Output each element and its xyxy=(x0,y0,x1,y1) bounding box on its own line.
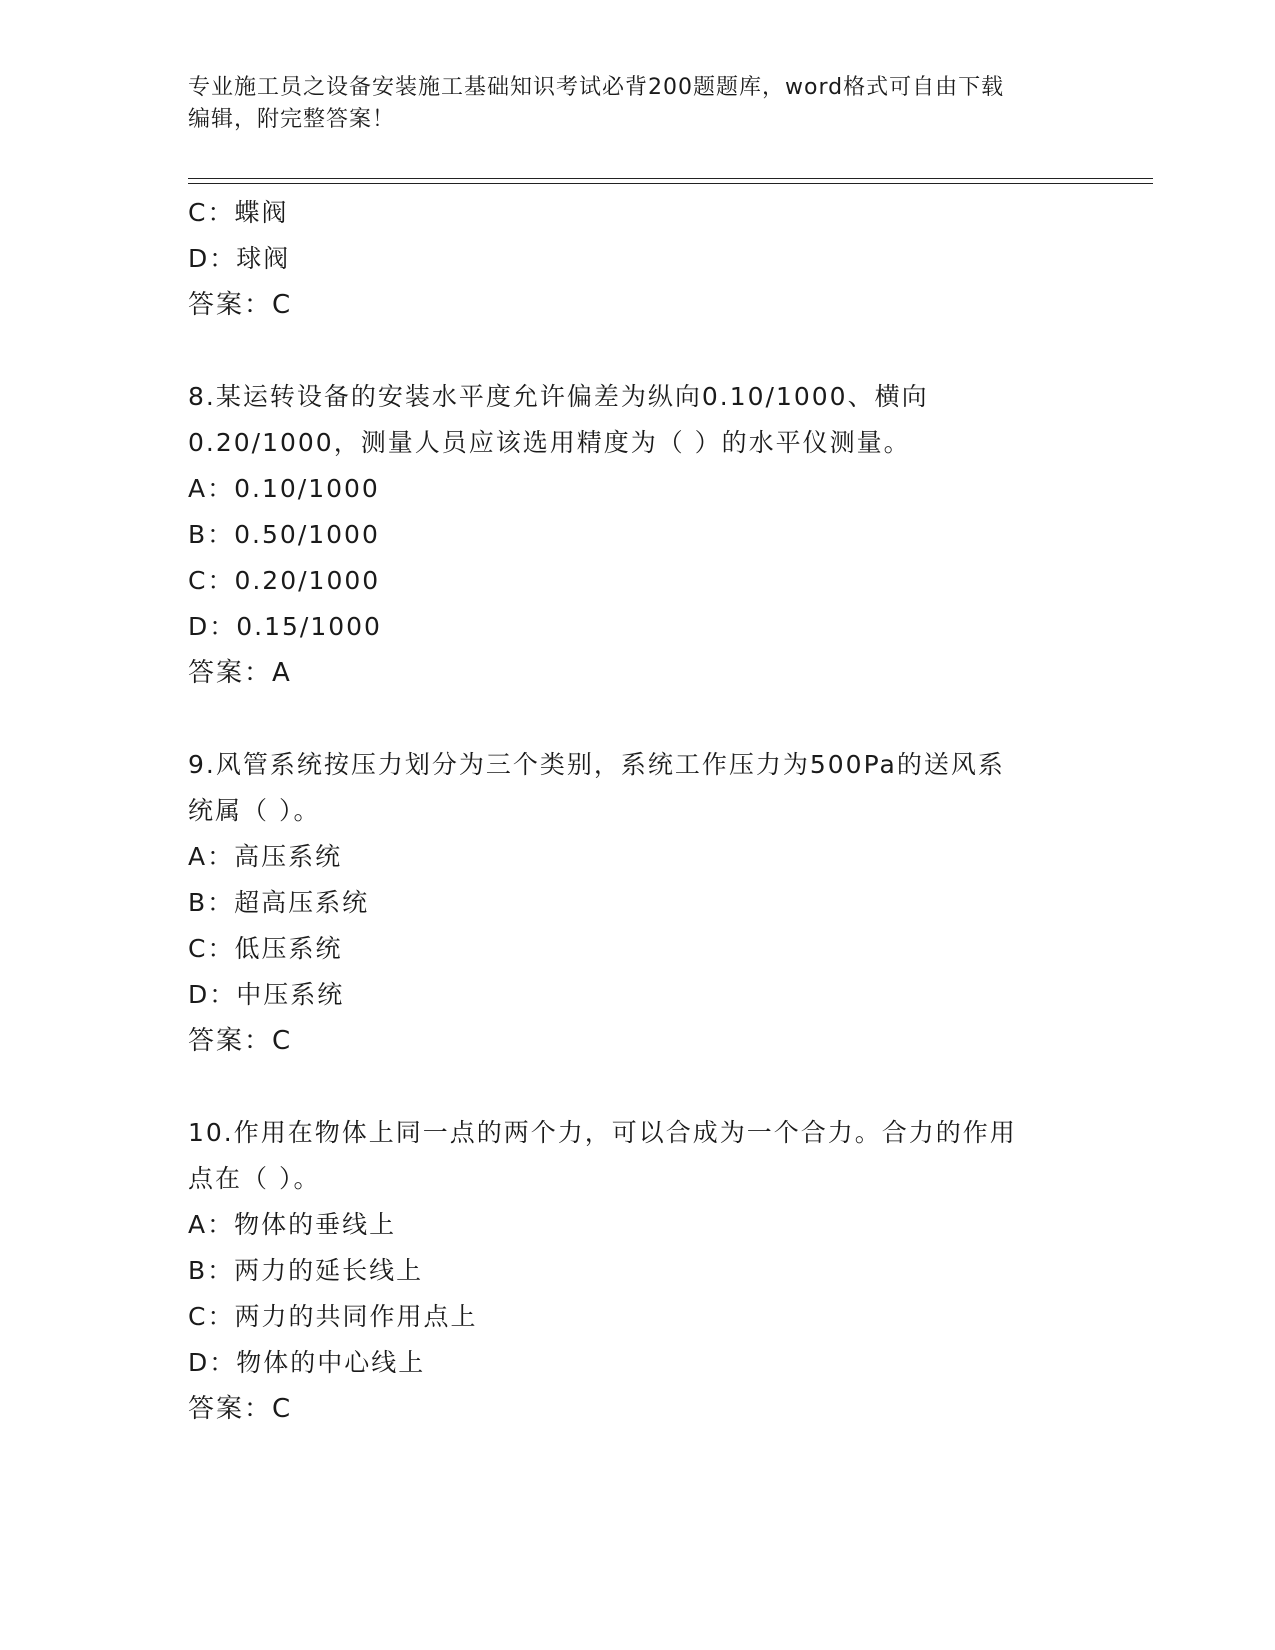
option-line: D：中压系统 xyxy=(188,980,345,1009)
option-line: D：物体的中心线上 xyxy=(188,1348,426,1377)
option-line: D：球阀 xyxy=(188,244,291,273)
option-line: C：低压系统 xyxy=(188,934,343,963)
question-7-tail xyxy=(188,190,1088,328)
header-title-line-2: 编辑，附完整答案！ xyxy=(188,107,396,132)
answer-line: 答案：A xyxy=(188,658,292,688)
header-divider-top xyxy=(188,178,1153,179)
option-line: B：两力的延长线上 xyxy=(188,1256,424,1285)
question-stem-line: 9.风管系统按压力划分为三个类别，系统工作压力为500Pa的送风系 xyxy=(188,750,1005,779)
question-8 xyxy=(188,374,1088,696)
option-line: C：0.20/1000 xyxy=(188,566,381,595)
option-line: A：高压系统 xyxy=(188,842,343,871)
question-10 xyxy=(188,1110,1088,1432)
question-9 xyxy=(188,742,1088,1064)
option-line: C：蝶阀 xyxy=(188,198,289,227)
option-line: D：0.15/1000 xyxy=(188,612,382,641)
header-divider-bottom xyxy=(188,183,1153,184)
answer-line: 答案：C xyxy=(188,290,293,320)
question-stem-line: 0.20/1000，测量人员应该选用精度为（ ）的水平仪测量。 xyxy=(188,428,911,457)
question-stem-line: 统属（ ）。 xyxy=(188,796,321,825)
option-line: A：物体的垂线上 xyxy=(188,1210,397,1239)
document-header xyxy=(188,72,1068,136)
question-list xyxy=(188,190,1088,1432)
header-title-line-1: 专业施工员之设备安装施工基础知识考试必背200题题库，word格式可自由下载 xyxy=(188,75,1005,100)
option-line: A：0.10/1000 xyxy=(188,474,380,503)
answer-line: 答案：C xyxy=(188,1394,293,1424)
question-stem-line: 10.作用在物体上同一点的两个力，可以合成为一个合力。合力的作用 xyxy=(188,1118,1017,1147)
option-line: B：超高压系统 xyxy=(188,888,370,917)
question-stem-line: 点在（ ）。 xyxy=(188,1164,321,1193)
question-stem-line: 8.某运转设备的安装水平度允许偏差为纵向0.10/1000、横向 xyxy=(188,382,929,411)
option-line: B：0.50/1000 xyxy=(188,520,380,549)
option-line: C：两力的共同作用点上 xyxy=(188,1302,478,1331)
answer-line: 答案：C xyxy=(188,1026,293,1056)
